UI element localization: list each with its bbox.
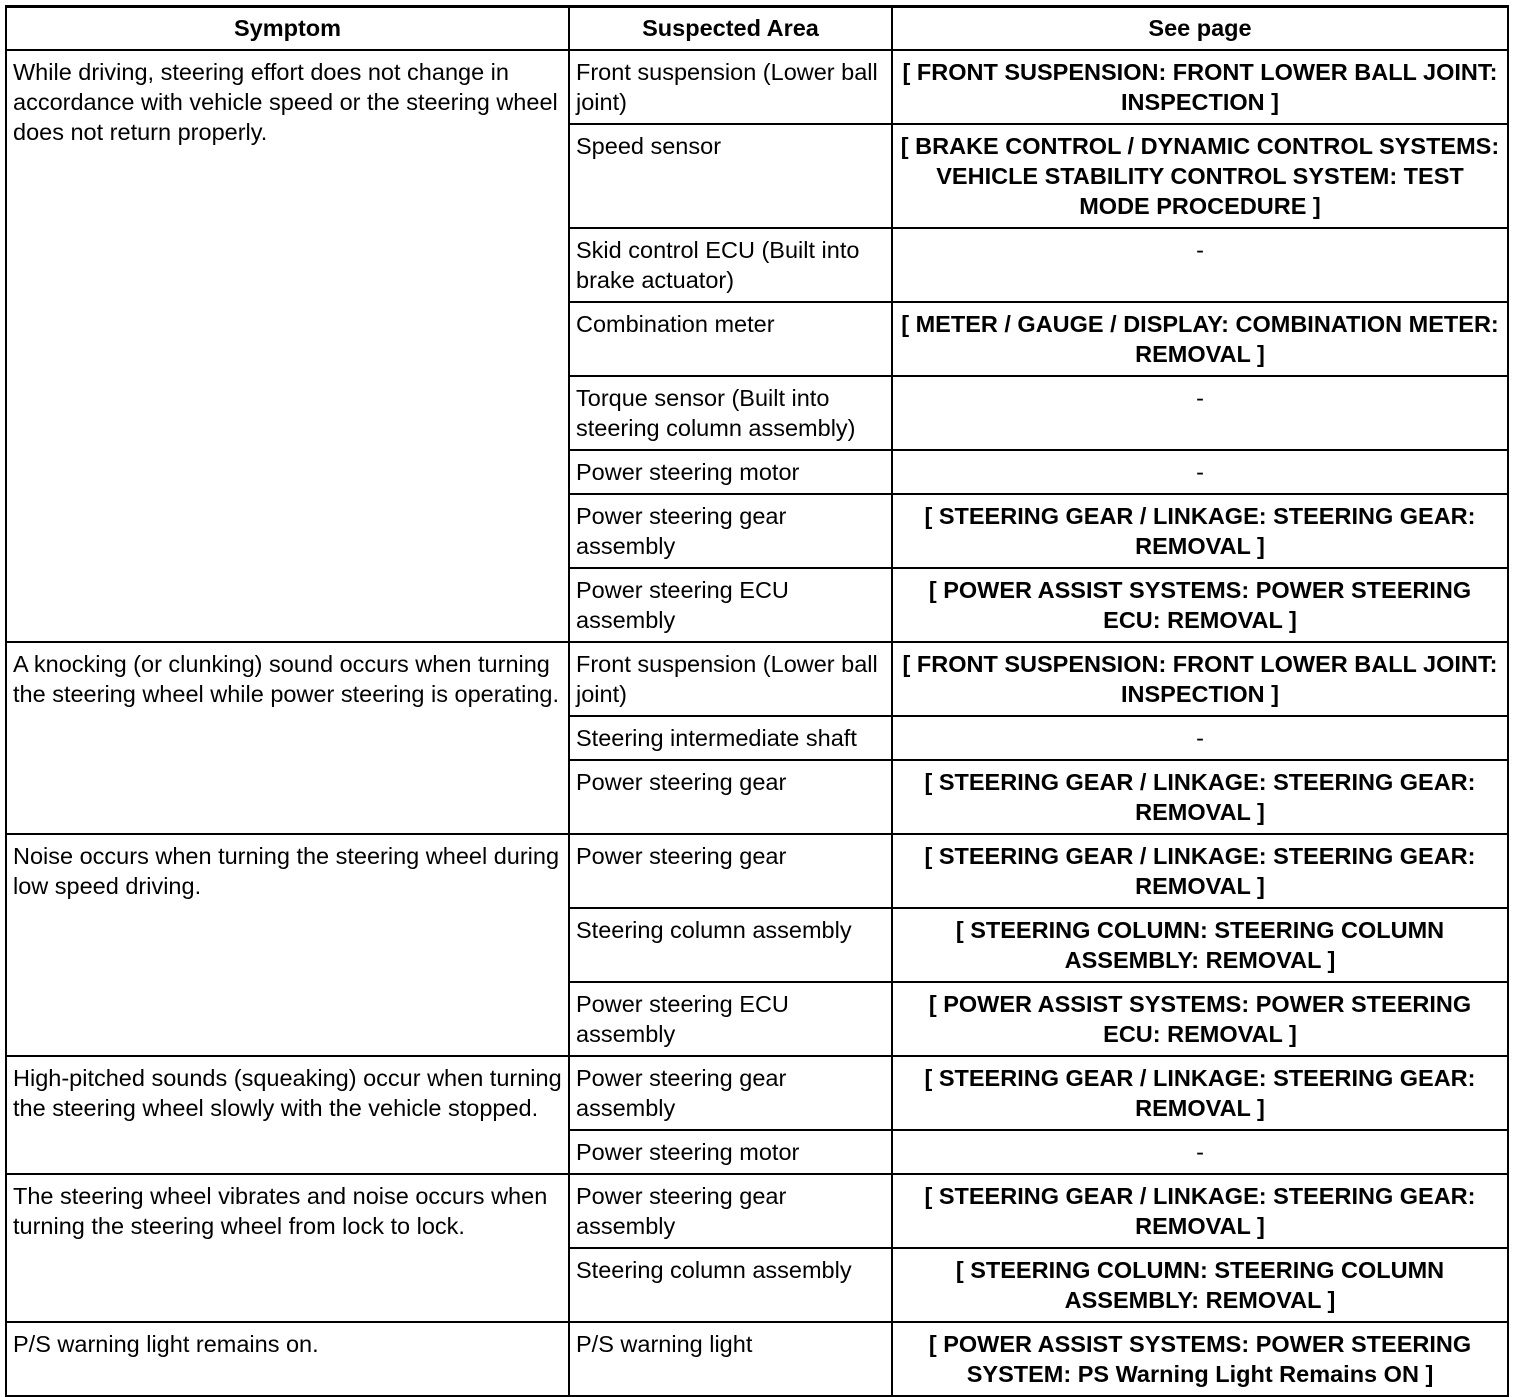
suspected-area-cell: Front suspension (Lower ball joint) (569, 50, 892, 124)
suspected-area-cell: P/S warning light (569, 1322, 892, 1396)
see-page-link[interactable]: [ STEERING GEAR / LINKAGE: STEERING GEAR: REMOVAL ] (892, 1056, 1508, 1130)
suspected-area-cell: Front suspension (Lower ball joint) (569, 642, 892, 716)
see-page-link[interactable]: [ POWER ASSIST SYSTEMS: POWER STEERING SYSTEM: PS Warning Light Remains ON ] (892, 1322, 1508, 1396)
suspected-area-cell: Power steering ECU assembly (569, 982, 892, 1056)
suspected-area-cell: Skid control ECU (Built into brake actuator) (569, 228, 892, 302)
suspected-area-cell: Power steering ECU assembly (569, 568, 892, 642)
suspected-area-cell: Power steering gear (569, 834, 892, 908)
header-row (6, 7, 1508, 50)
suspected-area-cell: Speed sensor (569, 124, 892, 228)
table-row (6, 1056, 1508, 1130)
symptom-cell: P/S warning light remains on. (6, 1322, 569, 1396)
suspected-area-cell: Steering intermediate shaft (569, 716, 892, 760)
see-page-none: - (892, 1130, 1508, 1174)
see-page-link[interactable]: [ STEERING GEAR / LINKAGE: STEERING GEAR: REMOVAL ] (892, 760, 1508, 834)
symptom-cell: A knocking (or clunking) sound occurs when turning the steering wheel while power steering is operating. (6, 642, 569, 834)
see-page-none: - (892, 228, 1508, 302)
problem-symptoms-table (5, 5, 1509, 1397)
suspected-area-cell: Steering column assembly (569, 1248, 892, 1322)
table-row (6, 834, 1508, 908)
see-page-link[interactable]: [ FRONT SUSPENSION: FRONT LOWER BALL JOINT: INSPECTION ] (892, 50, 1508, 124)
suspected-area-cell: Power steering gear assembly (569, 494, 892, 568)
see-page-link[interactable]: [ POWER ASSIST SYSTEMS: POWER STEERING ECU: REMOVAL ] (892, 568, 1508, 642)
suspected-area-cell: Steering column assembly (569, 908, 892, 982)
see-page-link[interactable]: [ STEERING COLUMN: STEERING COLUMN ASSEMBLY: REMOVAL ] (892, 908, 1508, 982)
header-symptom: Symptom (6, 7, 569, 50)
see-page-link[interactable]: [ POWER ASSIST SYSTEMS: POWER STEERING ECU: REMOVAL ] (892, 982, 1508, 1056)
header-see-page: See page (892, 7, 1508, 50)
see-page-link[interactable]: [ STEERING GEAR / LINKAGE: STEERING GEAR: REMOVAL ] (892, 494, 1508, 568)
see-page-link[interactable]: [ METER / GAUGE / DISPLAY: COMBINATION METER: REMOVAL ] (892, 302, 1508, 376)
suspected-area-cell: Combination meter (569, 302, 892, 376)
see-page-link[interactable]: [ STEERING GEAR / LINKAGE: STEERING GEAR: REMOVAL ] (892, 1174, 1508, 1248)
see-page-none: - (892, 450, 1508, 494)
see-page-link[interactable]: [ FRONT SUSPENSION: FRONT LOWER BALL JOINT: INSPECTION ] (892, 642, 1508, 716)
suspected-area-cell: Power steering motor (569, 1130, 892, 1174)
header-suspected-area: Suspected Area (569, 7, 892, 50)
see-page-link[interactable]: [ STEERING GEAR / LINKAGE: STEERING GEAR: REMOVAL ] (892, 834, 1508, 908)
symptom-cell: Noise occurs when turning the steering wheel during low speed driving. (6, 834, 569, 1056)
suspected-area-cell: Power steering gear (569, 760, 892, 834)
table-row (6, 642, 1508, 716)
suspected-area-cell: Power steering motor (569, 450, 892, 494)
suspected-area-cell: Torque sensor (Built into steering column assembly) (569, 376, 892, 450)
table-row (6, 50, 1508, 124)
suspected-area-cell: Power steering gear assembly (569, 1056, 892, 1130)
see-page-none: - (892, 376, 1508, 450)
see-page-link[interactable]: [ STEERING COLUMN: STEERING COLUMN ASSEMBLY: REMOVAL ] (892, 1248, 1508, 1322)
see-page-none: - (892, 716, 1508, 760)
table-row (6, 1174, 1508, 1248)
table-row (6, 1322, 1508, 1396)
symptom-cell: The steering wheel vibrates and noise occurs when turning the steering wheel from lock to lock. (6, 1174, 569, 1322)
symptom-cell: While driving, steering effort does not change in accordance with vehicle speed or the steering wheel does not return properly. (6, 50, 569, 642)
see-page-link[interactable]: [ BRAKE CONTROL / DYNAMIC CONTROL SYSTEMS: VEHICLE STABILITY CONTROL SYSTEM: TEST MODE PROCEDURE ] (892, 124, 1508, 228)
suspected-area-cell: Power steering gear assembly (569, 1174, 892, 1248)
symptom-cell: High-pitched sounds (squeaking) occur when turning the steering wheel slowly with the vehicle stopped. (6, 1056, 569, 1174)
